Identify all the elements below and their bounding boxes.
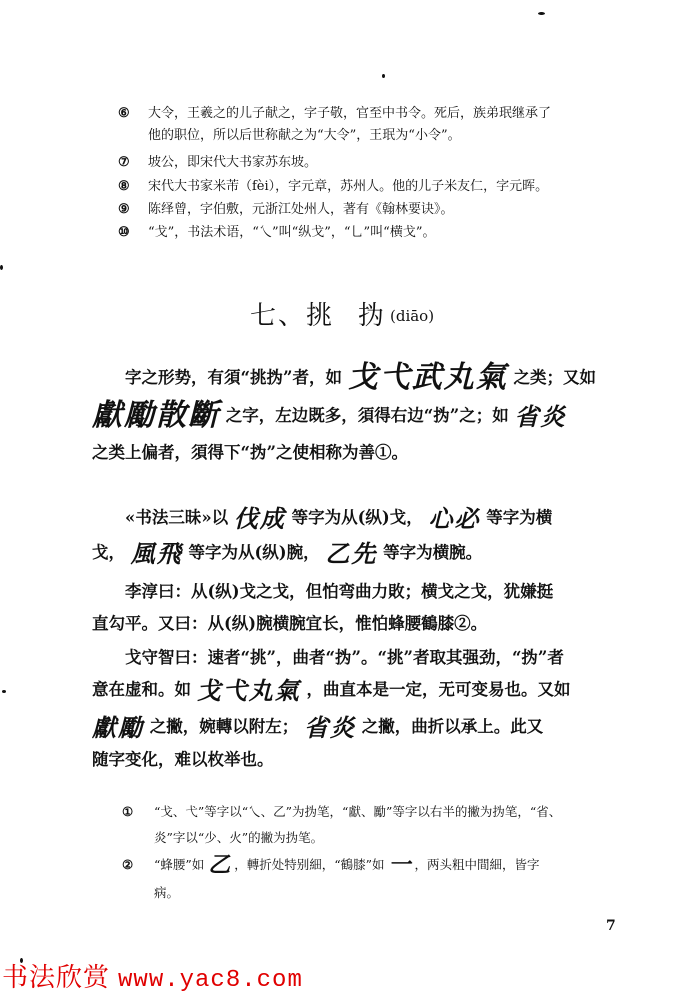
calligraphy-sample: 獻勵	[92, 713, 144, 742]
footnote-text: “戈、弋”等字以“乀、乙”为㧑笔，“獻、勵”等字以右半的撇为㧑笔，“省、	[154, 804, 562, 819]
note-text: “戈”，书法术语，“乀”叫“纵戈”，“乚”叫“横戈”。	[148, 225, 436, 240]
paragraph-1	[92, 362, 632, 469]
section-pinyin: (diāo)	[389, 307, 435, 325]
body-text: «书法三昧»以	[125, 508, 229, 527]
body-text: 字之形势，有須“挑㧑”者，如	[125, 368, 342, 387]
section-title	[0, 295, 684, 332]
body-text: 等字为从(纵)戈，	[291, 508, 423, 527]
body-text: ，两头粗中間細，皆字	[414, 857, 540, 872]
footnote-1	[122, 799, 632, 851]
body-text: 之类；又如	[513, 368, 596, 387]
body-text: 意在虚和。如	[92, 680, 191, 699]
body-text: 等字为横腕。	[383, 543, 483, 562]
body-text: 等字为横	[486, 508, 553, 527]
scan-speck	[382, 74, 385, 78]
body-text: ，曲直本是一定，无可变易也。又如	[306, 680, 571, 699]
calligraphy-sample: 一	[388, 852, 411, 878]
note-10	[118, 222, 618, 244]
scan-speck	[2, 690, 6, 693]
calligraphy-sample: 獻勵散斷	[92, 398, 220, 433]
body-text: 等字为从(纵)腕，	[188, 543, 320, 562]
note-number: ⑥	[118, 106, 130, 121]
paragraph-line	[92, 502, 632, 535]
page-number: 7	[606, 918, 616, 934]
note-text: 陈绎曾，字伯敷，元浙江处州人，著有《翰林要诀》。	[148, 202, 454, 217]
paragraph-line: 戈守智曰：速者“挑”，曲者“㧑”。“挑”者取其强劲，“㧑”者	[125, 648, 564, 667]
note-9	[118, 199, 618, 221]
note-text: 宋代大书家米芾（fèi），字元章，苏州人。他的儿子米友仁，字元晖。	[148, 179, 549, 194]
body-text: 之撇，婉轉以附左；	[149, 717, 299, 736]
paragraph-line: 随字变化，难以枚举也。	[92, 750, 274, 769]
calligraphy-sample: 乙先	[325, 539, 378, 568]
section-char-1: 挑	[305, 301, 334, 331]
section-char-2: 㧑	[357, 301, 386, 331]
watermark	[2, 957, 303, 994]
footnote-number: ①	[122, 804, 134, 819]
body-text: “蜂腰”如	[154, 857, 205, 872]
scan-speck	[538, 12, 545, 15]
note-8	[118, 176, 618, 198]
paragraph-line	[92, 400, 632, 433]
paragraph-line: 李淳曰：从(纵)戈之戈，但怕弯曲力敗；横戈之戈，犹嫌挺	[125, 582, 554, 601]
calligraphy-sample: 省炎	[514, 402, 567, 431]
footnote-text: 炎”字以“少、火”的撇为㧑笔。	[154, 830, 324, 845]
body-text: 戈，	[92, 543, 125, 562]
note-text: 他的职位，所以后世称献之为“大令”，王珉为“小令”。	[148, 128, 461, 143]
footnote-2	[122, 852, 632, 906]
note-6	[118, 103, 618, 147]
paragraph-2	[92, 502, 632, 570]
paragraph-line: 之类上偏者，須得下“㧑”之使相称为善①。	[92, 443, 408, 462]
calligraphy-sample: 伐成	[233, 504, 286, 533]
footnote-text: 病。	[154, 885, 180, 900]
scan-speck	[0, 265, 3, 270]
paragraph-line	[92, 674, 632, 707]
note-7	[118, 152, 618, 174]
note-text: 坡公，即宋代大书家苏东坡。	[148, 155, 318, 170]
calligraphy-sample: 省炎	[304, 713, 356, 742]
paragraph-4	[92, 642, 632, 776]
footnote-text	[154, 852, 632, 878]
paragraph-line	[92, 362, 632, 394]
note-number: ⑨	[118, 202, 130, 217]
calligraphy-sample: 戈弋武丸氣	[347, 360, 508, 395]
body-text: 之撇，曲折以承上。此又	[361, 717, 544, 736]
calligraphy-sample: 乙	[208, 852, 231, 878]
note-number: ⑦	[118, 155, 130, 170]
body-text: ，轉折处特别細，“鶴膝”如	[234, 857, 385, 872]
note-text: 大令，王羲之的儿子献之，字子敬，官至中书令。死后，族弟珉继承了	[148, 106, 552, 121]
watermark-url: www.yac8.com	[118, 967, 303, 994]
paragraph-line	[92, 537, 632, 570]
body-text: 之字，左边既多，須得右边“㧑”之；如	[225, 406, 509, 425]
calligraphy-sample: 風飛	[130, 539, 183, 568]
paragraph-line: 直勾平。又曰：从(纵)腕横腕宜长，惟怕蜂腰鶴膝②。	[92, 614, 488, 633]
paragraph-3	[92, 576, 632, 640]
note-number: ⑩	[118, 225, 130, 240]
note-number: ⑧	[118, 179, 130, 194]
paragraph-line	[92, 711, 632, 744]
watermark-label: 书法欣赏	[2, 963, 111, 993]
section-number: 七、	[249, 301, 306, 331]
footnote-number: ②	[122, 857, 134, 872]
calligraphy-sample: 心必	[428, 504, 481, 533]
calligraphy-sample: 戈弋丸氣	[196, 676, 301, 705]
